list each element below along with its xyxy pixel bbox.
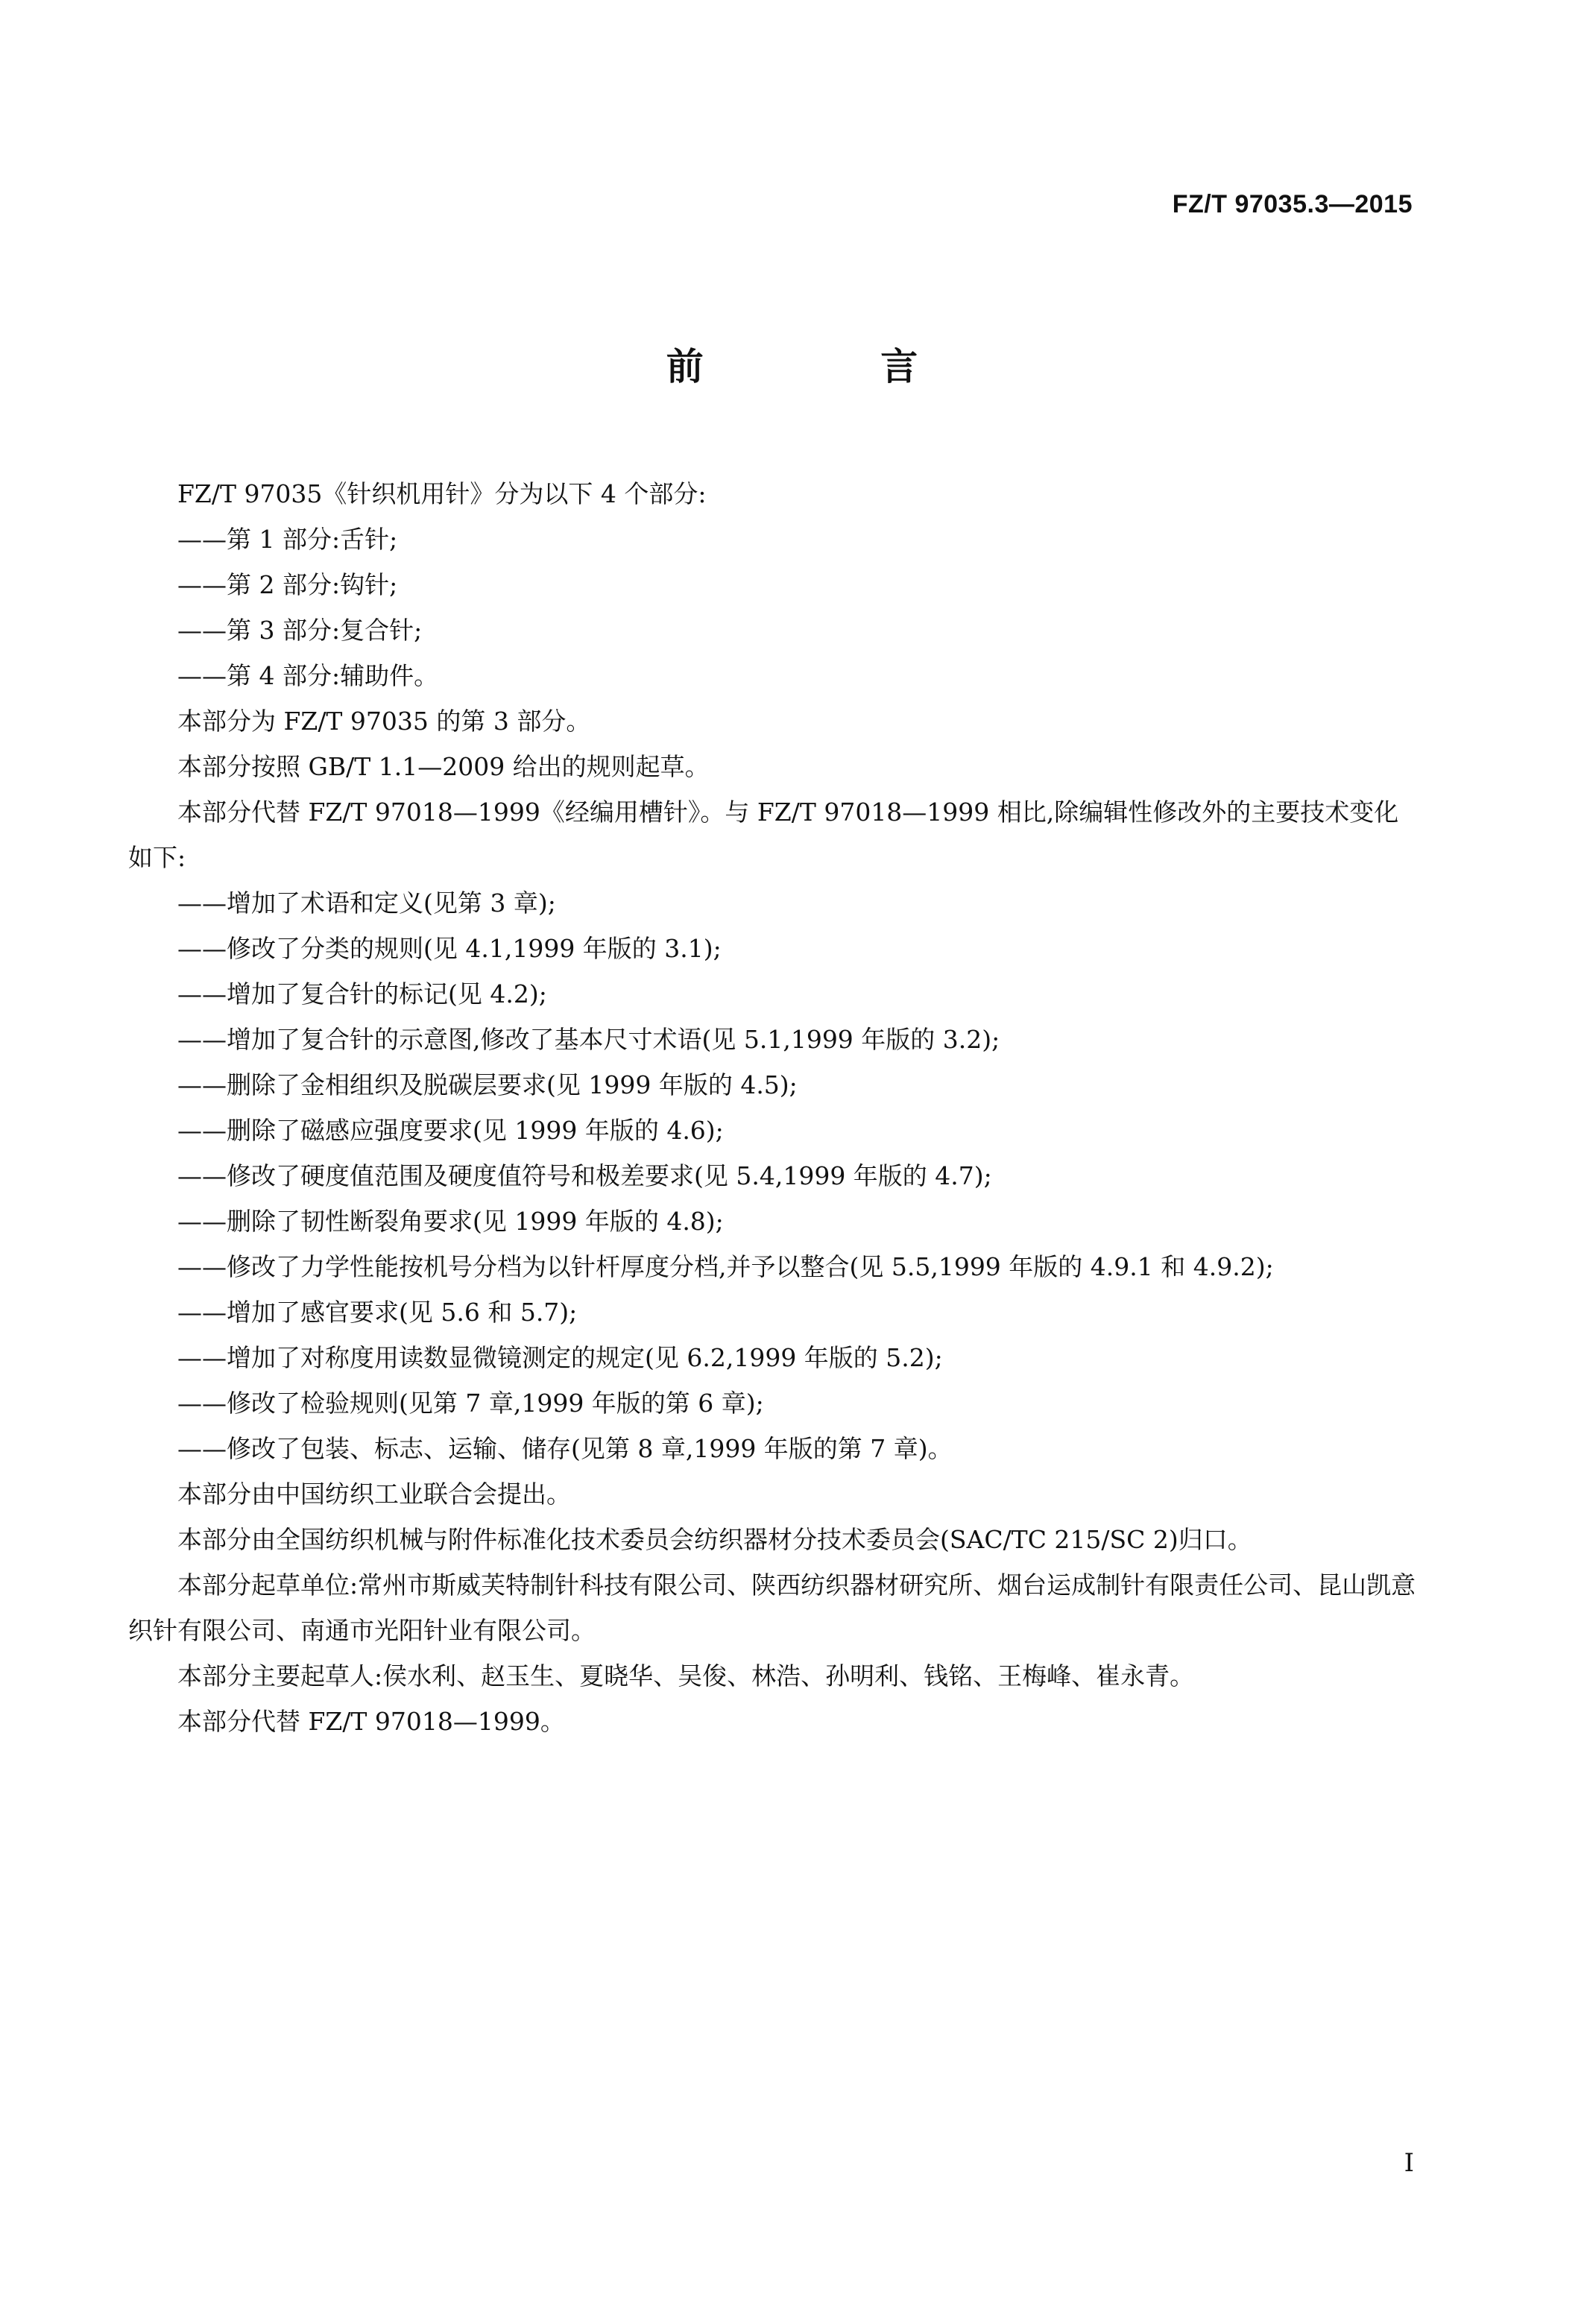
standard-code: FZ/T 97035.3—2015	[1172, 190, 1413, 218]
drafting-units-statement: 本部分起草单位:常州市斯威芙特制针科技有限公司、陕西纺织器材研究所、烟台运成制针有限责任公司、昆山凯意织针有限公司、南通市光阳针业有限公司。	[128, 1570, 1416, 1645]
page-title: 前 言	[666, 345, 1000, 388]
change-item: ——删除了磁感应强度要求(见 1999 年版的 4.6);	[177, 1116, 724, 1145]
change-item: ——删除了韧性断裂角要求(见 1999 年版的 4.8);	[177, 1207, 724, 1236]
page-number: I	[1404, 2148, 1414, 2178]
change-item: ——修改了包装、标志、运输、储存(见第 8 章,1999 年版的第 7 章)。	[177, 1434, 953, 1463]
replaced-standard-statement: 本部分代替 FZ/T 97018—1999。	[177, 1707, 565, 1736]
this-part-statement: 本部分为 FZ/T 97035 的第 3 部分。	[177, 707, 591, 736]
change-item: ——增加了复合针的示意图,修改了基本尺寸术语(见 5.1,1999 年版的 3.2);	[177, 1025, 1000, 1054]
change-item: ——增加了对称度用读数显微镜测定的规定(见 6.2,1999 年版的 5.2);	[177, 1343, 943, 1372]
change-item: ——修改了力学性能按机号分档为以针杆厚度分档,并予以整合(见 5.5,1999 年版的 4.9.1 和 4.9.2);	[177, 1252, 1274, 1281]
part-item: ——第 3 部分:复合针;	[177, 616, 423, 645]
change-item: ——修改了检验规则(见第 7 章,1999 年版的第 6 章);	[177, 1389, 764, 1418]
foreword-body	[128, 471, 1418, 1744]
change-item: ——增加了复合针的标记(见 4.2);	[177, 979, 547, 1008]
change-item: ——修改了分类的规则(见 4.1,1999 年版的 3.1);	[177, 934, 722, 963]
drafting-rule-statement: 本部分按照 GB/T 1.1—2009 给出的规则起草。	[177, 752, 710, 781]
change-item: ——修改了硬度值范围及硬度值符号和极差要求(见 5.4,1999 年版的 4.7);	[177, 1161, 992, 1190]
centralized-by-statement: 本部分由全国纺织机械与附件标准化技术委员会纺织器材分技术委员会(SAC/TC 215/SC 2)归口。	[177, 1525, 1252, 1554]
proposed-by-statement: 本部分由中国纺织工业联合会提出。	[177, 1480, 571, 1509]
part-item: ——第 1 部分:舌针;	[177, 525, 398, 554]
change-item: ——增加了术语和定义(见第 3 章);	[177, 888, 556, 918]
parts-statement: FZ/T 97035《针织机用针》分为以下 4 个部分:	[177, 479, 707, 508]
change-item: ——删除了金相组织及脱碳层要求(见 1999 年版的 4.5);	[177, 1070, 798, 1099]
part-item: ——第 4 部分:辅助件。	[177, 661, 439, 690]
change-item: ——增加了感官要求(见 5.6 和 5.7);	[177, 1298, 578, 1327]
drafters-statement: 本部分主要起草人:侯水利、赵玉生、夏晓华、吴俊、林浩、孙明利、钱铭、王梅峰、崔永青。	[177, 1661, 1195, 1690]
replaces-statement: 本部分代替 FZ/T 97018—1999《经编用槽针》。与 FZ/T 97018—1999 相比,除编辑性修改外的主要技术变化如下:	[128, 798, 1399, 872]
part-item: ——第 2 部分:钩针;	[177, 570, 398, 599]
